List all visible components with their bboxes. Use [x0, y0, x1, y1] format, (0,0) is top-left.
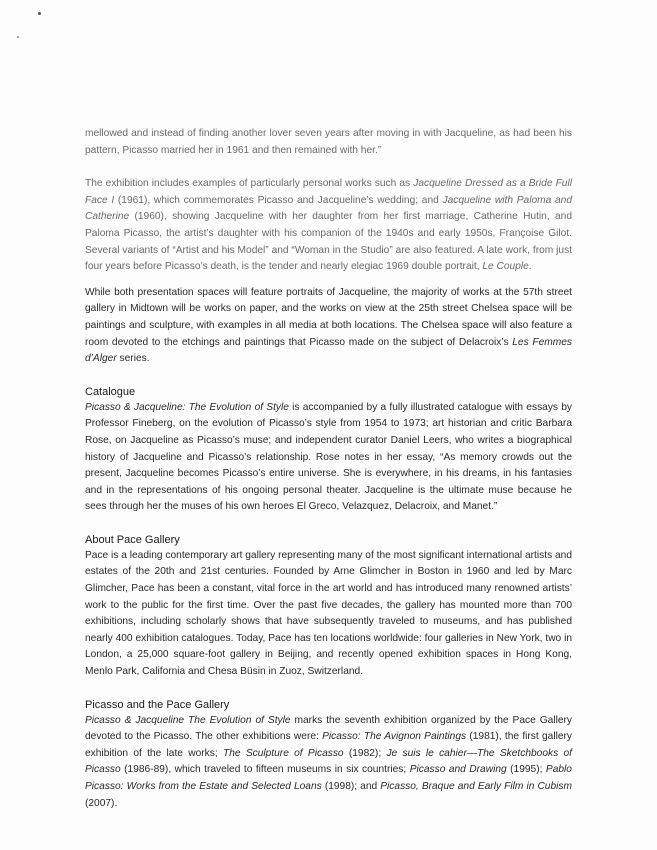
text-run: (1960), showing Jacqueline with her daughter from her first marriage, Catherine Hutin, and Paloma Picasso, the artist’s daughter with his companion of the 1940s and early 1950s, Françoise Gilot. Several variants of “Artist and his Model” and “Woman in the Studio” are also featured. A late work, from just four years before Picasso’s death, is the tender and nearly elegiac 1969 double portrait, [85, 211, 572, 273]
text-run: (1998); and [321, 781, 381, 792]
text-run: (1961), which commemorates Picasso and Jacqueline’s wedding; and [114, 194, 443, 206]
text-run: is accompanied by a fully illustrated catalogue with essays by Professor Fineberg, on the evolution of Picasso’s style from 1954 to 1973; art historian and critic Barbara Rose, on Jacqueline as Picasso’s muse; and independent curator Daniel Leers, who writes a biographical history of Jacqueline and Picasso’s relationship. Rose notes in her essay, “As memory crowds out the present, Jacqueline becomes Picasso’s entire universe. She is everywhere, in his dreams, in his fantasies and in the representations of his ongoing personal theater. Jacqueline is the ultimate muse because he sees through her the muses of his own heroes El Greco, Velazquez, Delacroix, and Manet.” [85, 401, 572, 513]
italic-title: The Sculpture of Picasso [222, 747, 344, 759]
text-run: While both presentation spaces will feature portraits of Jacqueline, the majority of works at the 57th street gallery in Midtown will be works on paper, and the works on view at the 25th street Chelsea space will be paintings and sculpture, with examples in all media at both locations. The Chelsea space will also feature a room devoted to the etchings and paintings that Picasso made on the subject of Delacroix’s [85, 286, 572, 348]
text-run: (1982); [343, 747, 387, 759]
document-body [85, 126, 572, 812]
italic-title: Jacqueline with Paloma and Catherine [85, 194, 573, 223]
italic-title: Picasso: The Avignon Paintings [322, 731, 467, 743]
scan-speck [17, 36, 19, 38]
section-heading-picasso-pace: Picasso and the Pace Gallery [85, 698, 230, 711]
text-run: series. [116, 353, 150, 365]
italic-title: Picasso & Jacqueline The Evolution of Style [85, 714, 291, 726]
italic-title: Jacqueline Dressed as a Bride Full Face I [85, 178, 572, 206]
text-run: (1986-89), which traveled to fifteen museums in six countries; [120, 764, 410, 776]
text-run: (1995); [506, 764, 546, 776]
paragraph-exhibition-works [85, 176, 572, 276]
paragraph-picasso-pace [85, 713, 572, 813]
text-run: . [528, 261, 532, 273]
italic-title: Pablo Picasso: Works from the Estate and Selected Loans [85, 764, 572, 792]
italic-title: Picasso & Jacqueline: The Evolution of Style [85, 401, 289, 413]
text-run: (1981), the first gallery exhibition of the late works; [85, 731, 572, 759]
paragraph-catalogue [85, 400, 572, 516]
paragraph-presentation-spaces [85, 285, 572, 368]
section-heading-about-pace: About Pace Gallery [85, 533, 180, 546]
scan-speck [38, 12, 41, 15]
italic-title: Je suis le cahier—The Sketchbooks of Picasso [85, 747, 572, 776]
italic-title: Les Femmes d’Alger [85, 336, 572, 365]
paragraph-marriage: mellowed and instead of finding another lover seven years after moving in with Jacqueline, as had been his pattern, Picasso married her in 1961 and then remained with her.” [85, 128, 572, 156]
text-run: (2007). [85, 797, 118, 809]
italic-title: Picasso, Braque and Early Film in Cubism [380, 781, 572, 792]
text-run: marks the seventh exhibition organized by the Pace Gallery devoted to the Picasso. The other exhibitions were: [85, 714, 572, 743]
paragraph-about-pace: Pace is a leading contemporary art gallery representing many of the most significant international artists and estates of the 20th and 21st centuries. Founded by Arne Glimcher in Boston in 1960 and led by Marc Glimcher, Pace has been a constant, vital force in the art world and has introduced many renowned artists’ work to the public for the first time. Over the past five decades, the gallery has mounted more than 700 exhibitions, including scholarly shows that have subsequently traveled to museums, and has published nearly 400 exhibition catalogues. Today, Pace has ten locations worldwide: four galleries in New York, two in London, a 25,000 square-foot gallery in Beijing, and recently opened exhibition spaces in Hong Kong, Menlo Park, California and Chesa Büsin in Zuoz, Switzerland. [85, 549, 572, 678]
section-heading-catalogue: Catalogue [85, 385, 136, 398]
text-run: The exhibition includes examples of particularly personal works such as [85, 178, 414, 190]
italic-title: Picasso and Drawing [409, 764, 507, 776]
italic-title: Le Couple [482, 261, 529, 273]
